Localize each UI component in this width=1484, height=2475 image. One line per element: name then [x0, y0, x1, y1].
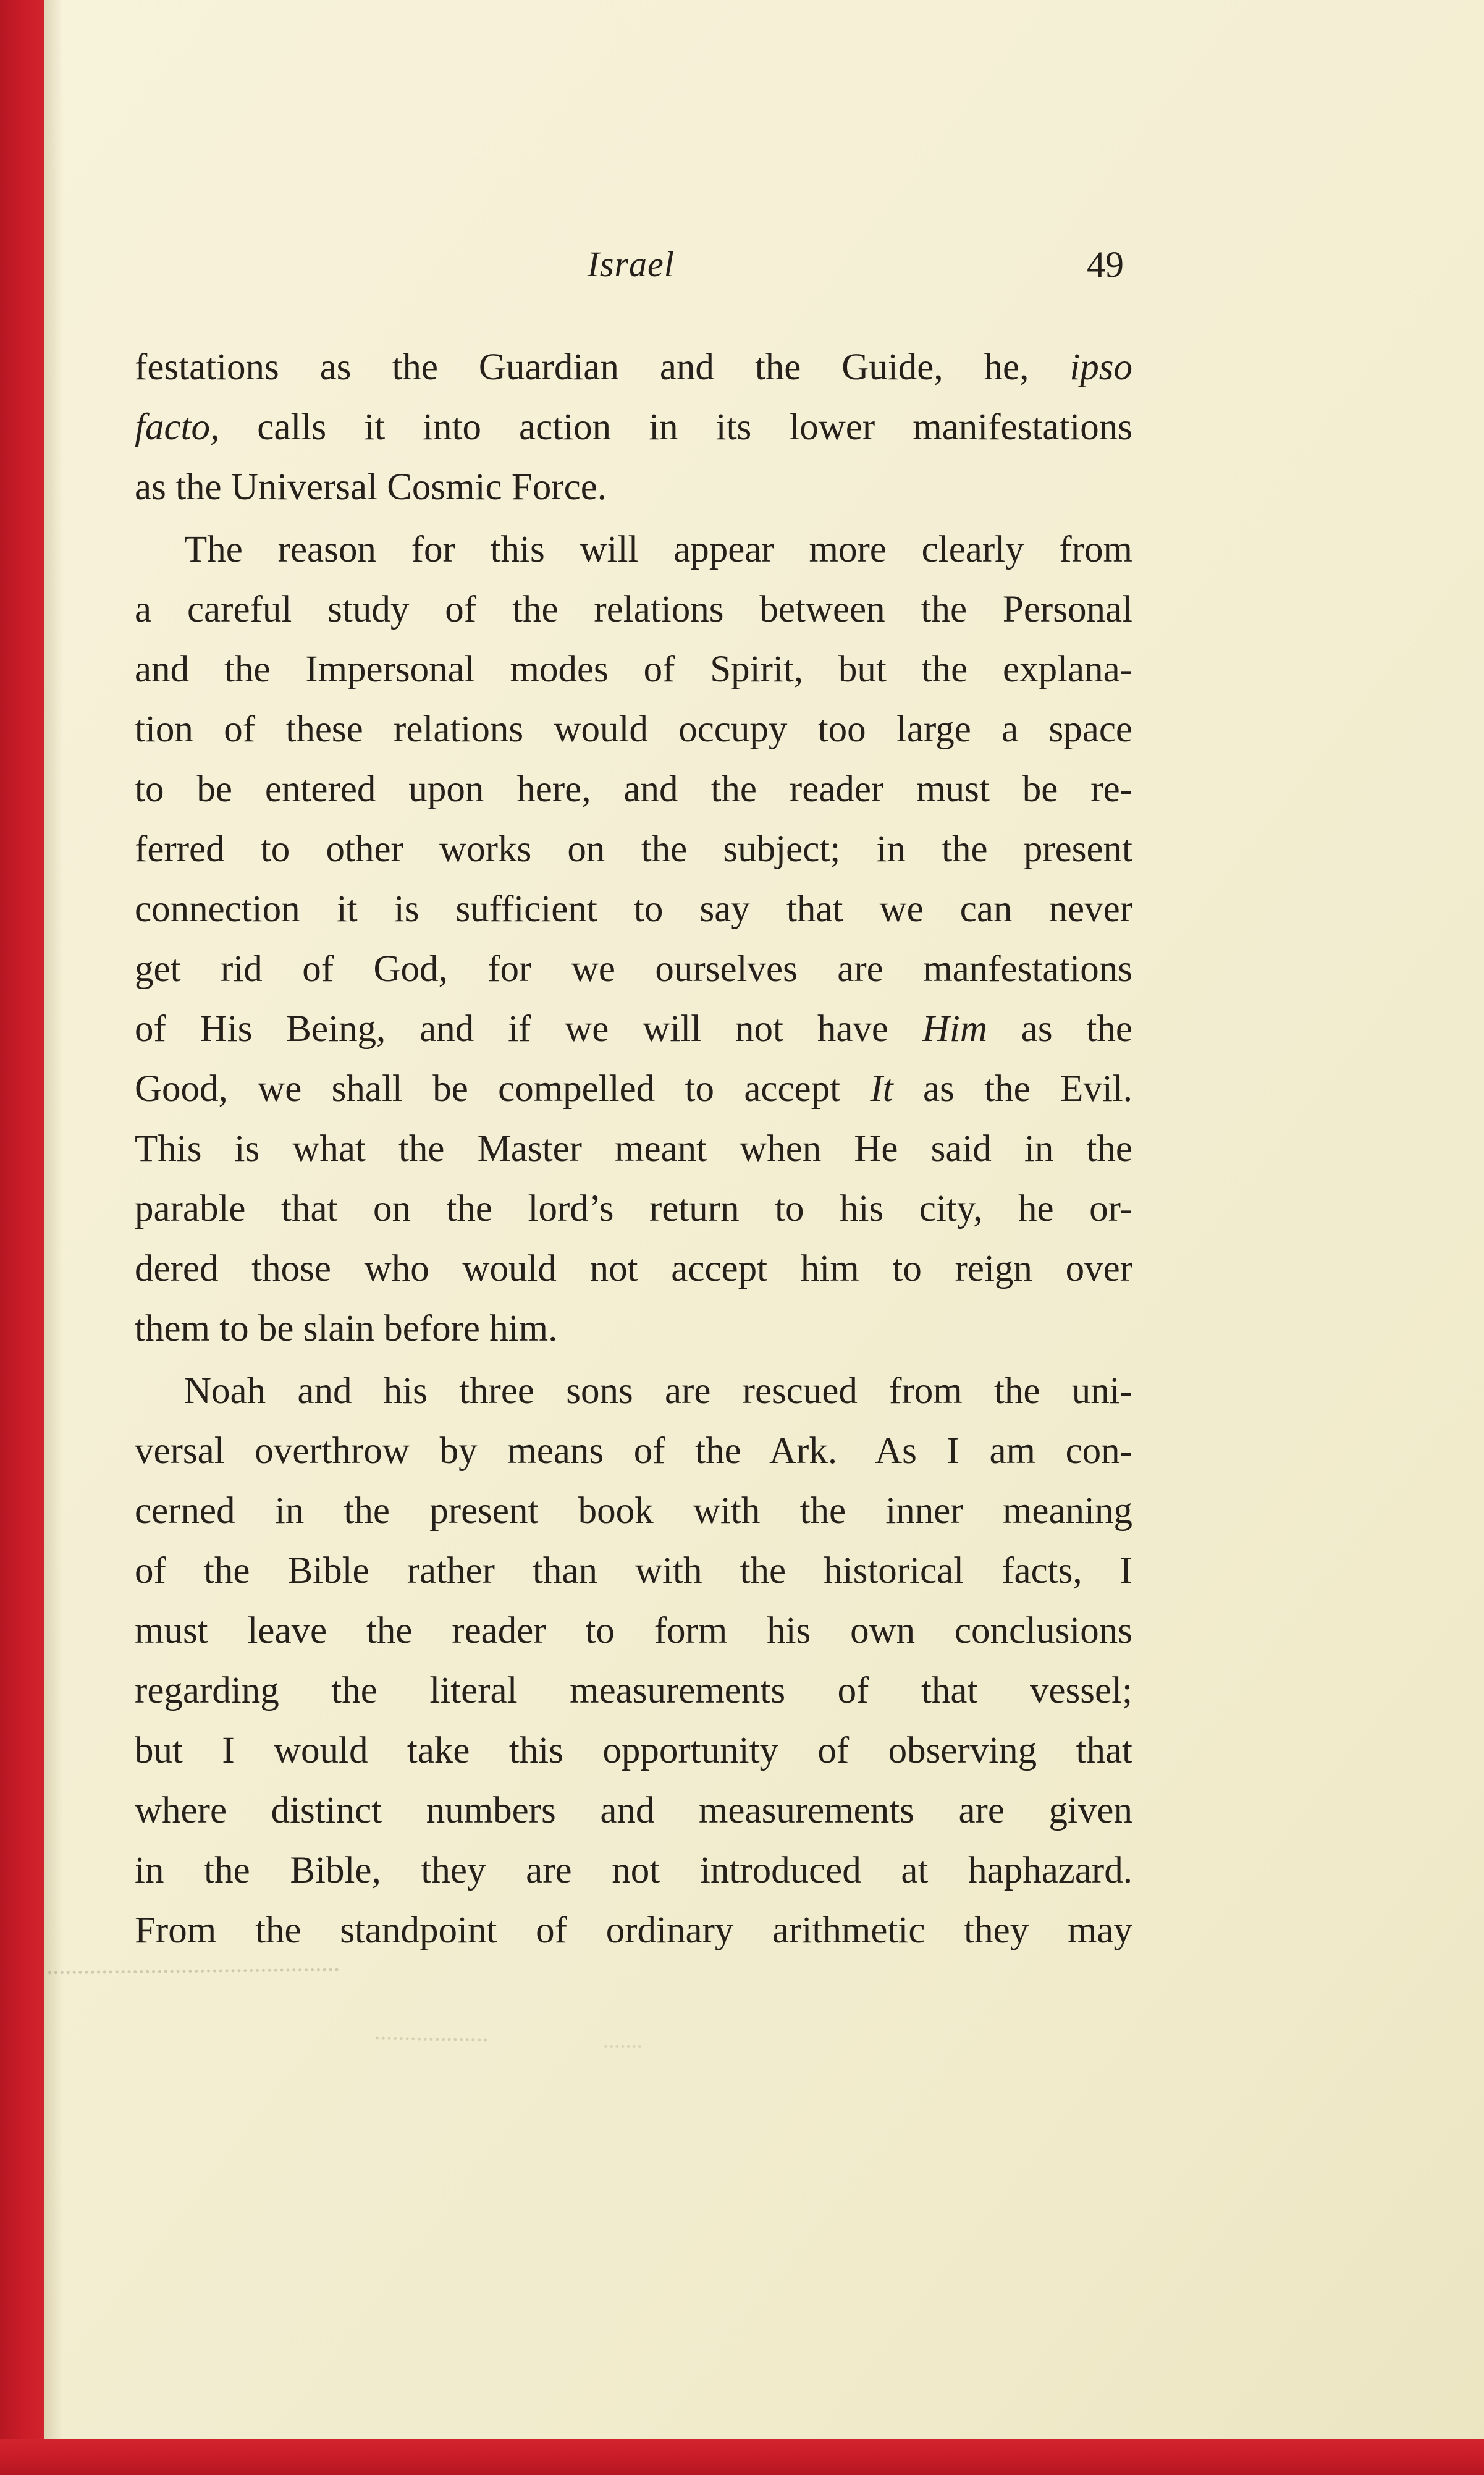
- text-segment: versal overthrow by means of the Ark. As I am con-: [135, 1430, 1132, 1472]
- text-line: [135, 1721, 1132, 1781]
- running-title: Israel: [587, 244, 675, 284]
- text-segment: them to be slain before him.: [135, 1308, 558, 1349]
- text-line: [135, 1781, 1132, 1840]
- paragraph: [135, 1361, 1132, 1960]
- text-segment: connection it is sufficient to say that we can never: [135, 888, 1132, 930]
- text-line: [135, 397, 1132, 457]
- text-segment: This is what the Master meant when He said in the: [135, 1128, 1132, 1170]
- paragraph: [135, 337, 1132, 517]
- text-segment: as the Universal Cosmic Force.: [135, 466, 607, 508]
- italic-text: ipso: [1069, 347, 1132, 388]
- text-line: [135, 580, 1132, 639]
- text-segment: must leave the reader to form his own conclusions: [135, 1610, 1132, 1651]
- page-content: [135, 0, 1132, 1960]
- text-line: [135, 1299, 1132, 1359]
- text-segment: regarding the literal measurements of that vessel;: [135, 1670, 1132, 1711]
- page-header: [135, 242, 1132, 287]
- text-line: [135, 1601, 1132, 1661]
- text-line: [135, 759, 1132, 819]
- italic-text: Him: [922, 1008, 987, 1050]
- text-line: [135, 1900, 1132, 1960]
- text-segment: of the Bible rather than with the historical facts, I: [135, 1550, 1132, 1592]
- text-line: [135, 1661, 1132, 1721]
- text-segment: as the Evil.: [893, 1068, 1132, 1110]
- body-text: [135, 337, 1132, 1960]
- text-segment: of His Being, and if we will not have: [135, 1008, 922, 1050]
- book-edge-left: [0, 0, 44, 2475]
- text-line: [135, 520, 1132, 580]
- text-segment: From the standpoint of ordinary arithmetic they may: [135, 1910, 1132, 1951]
- text-segment: Noah and his three sons are rescued from the uni-: [184, 1370, 1132, 1412]
- text-line: [135, 879, 1132, 939]
- text-segment: where distinct numbers and measurements are given: [135, 1790, 1132, 1831]
- text-segment: festations as the Guardian and the Guide, he,: [135, 347, 1070, 388]
- text-line: [135, 699, 1132, 759]
- text-segment: parable that on the lord’s return to his city, he or-: [135, 1188, 1132, 1229]
- text-segment: a careful study of the relations between the Personal: [135, 589, 1132, 630]
- text-segment: to be entered upon here, and the reader must be re-: [135, 769, 1132, 810]
- text-line: [135, 457, 1132, 517]
- text-segment: in the Bible, they are not introduced at haphazard.: [135, 1850, 1132, 1891]
- text-line: [135, 1119, 1132, 1179]
- book-edge-shadow: [44, 0, 63, 2475]
- text-line: [135, 1840, 1132, 1900]
- italic-text: facto,: [135, 407, 220, 448]
- text-segment: tion of these relations would occupy too large a space: [135, 709, 1132, 750]
- text-line: [135, 337, 1132, 397]
- text-line: [135, 1481, 1132, 1541]
- scan-artifact: [376, 2036, 487, 2041]
- text-line: [135, 1179, 1132, 1239]
- text-segment: cerned in the present book with the inner meaning: [135, 1490, 1132, 1532]
- text-segment: calls it into action in its lower manifestations: [219, 407, 1132, 448]
- text-line: [135, 639, 1132, 699]
- text-line: [135, 999, 1132, 1059]
- text-line: [135, 1059, 1132, 1119]
- text-line: [135, 1541, 1132, 1601]
- book-edge-bottom: [0, 2439, 1484, 2475]
- paragraph: [135, 520, 1132, 1359]
- scan-artifact: [604, 2045, 641, 2048]
- scan-artifact: [48, 1968, 339, 1975]
- text-segment: Good, we shall be compelled to accept: [135, 1068, 871, 1110]
- text-segment: dered those who would not accept him to reign over: [135, 1248, 1132, 1289]
- text-line: [135, 819, 1132, 879]
- text-line: [135, 1421, 1132, 1481]
- text-line: [135, 1239, 1132, 1299]
- text-segment: The reason for this will appear more clearly from: [184, 529, 1132, 570]
- text-segment: and the Impersonal modes of Spirit, but the explana-: [135, 649, 1132, 690]
- text-line: [135, 1361, 1132, 1421]
- text-segment: ferred to other works on the subject; in the present: [135, 829, 1132, 870]
- text-segment: get rid of God, for we ourselves are manfestations: [135, 948, 1132, 990]
- page-number: 49: [1087, 244, 1124, 285]
- text-line: [135, 939, 1132, 999]
- italic-text: It: [870, 1068, 893, 1110]
- text-segment: as the: [987, 1008, 1132, 1050]
- text-segment: but I would take this opportunity of observing that: [135, 1730, 1132, 1771]
